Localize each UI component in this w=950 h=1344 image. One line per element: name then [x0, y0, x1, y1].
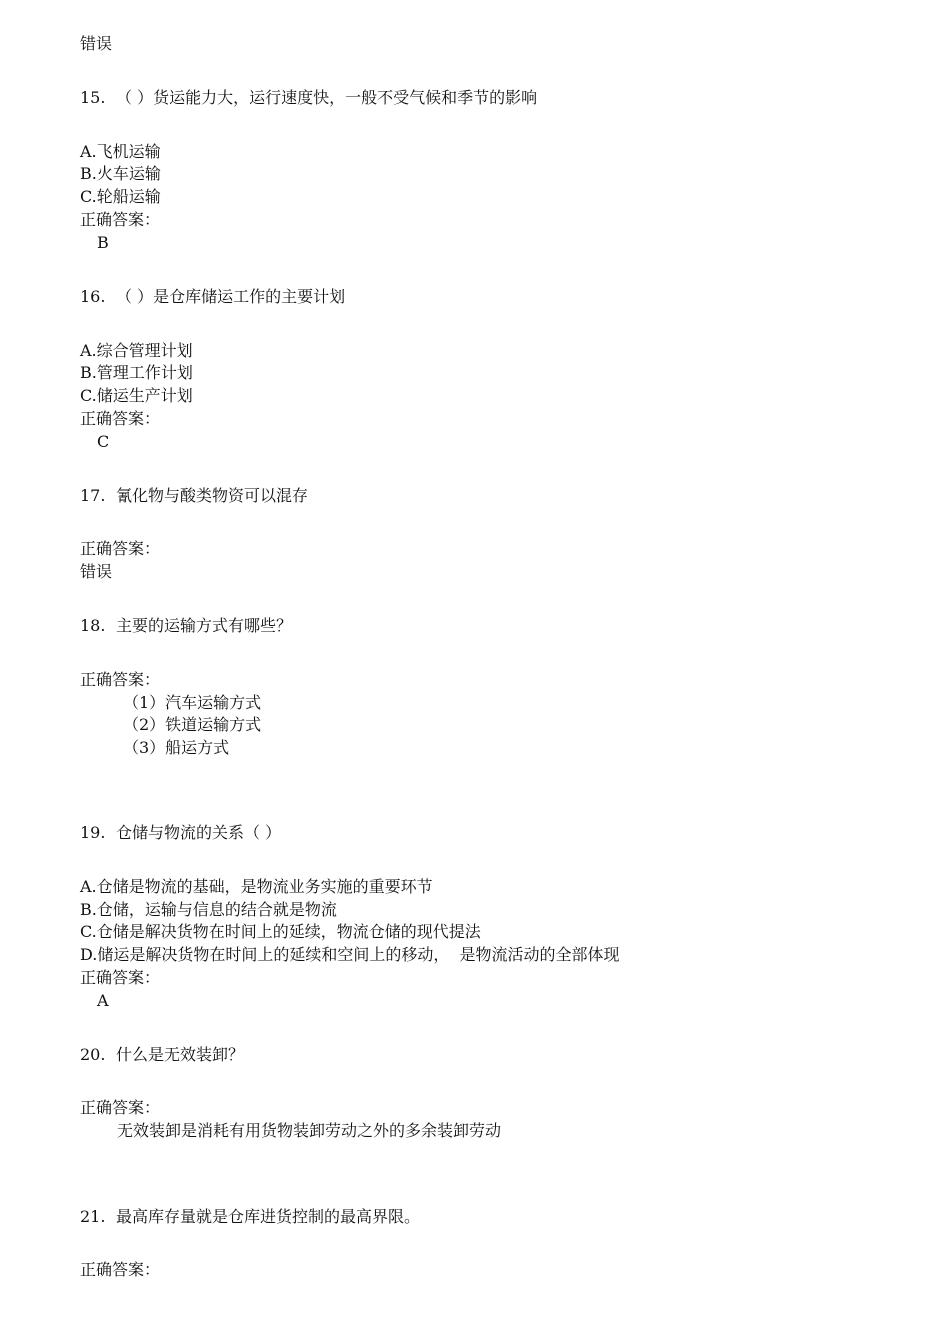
- answer-label: 正确答案：: [80, 968, 161, 987]
- question-stem: （ ）是仓库储运工作的主要计划: [116, 287, 346, 306]
- answer-label: 正确答案：: [80, 670, 161, 689]
- answer-line-2: （2）铁道运输方式: [123, 715, 262, 734]
- answer-label: 正确答案：: [80, 1098, 161, 1117]
- option-a: A.飞机运输: [80, 142, 161, 161]
- question-stem: 氰化物与酸类物资可以混存: [116, 486, 309, 505]
- question-number: 20.: [80, 1045, 106, 1064]
- option-c: C.储运生产计划: [80, 386, 193, 405]
- option-d: D.储运是解决货物在时间上的延续和空间上的移动， 是物流活动的全部体现: [80, 945, 620, 964]
- previous-answer: 错误: [80, 34, 113, 53]
- answer-value: A: [97, 991, 109, 1010]
- answer-value: C: [97, 432, 110, 451]
- question-stem: 最高库存量就是仓库进货控制的最高界限。: [116, 1207, 421, 1226]
- question-number: 16.: [80, 287, 106, 306]
- option-c: C.轮船运输: [80, 187, 161, 206]
- question-stem: 仓储与物流的关系（ ）: [116, 823, 282, 842]
- question-number: 15.: [80, 88, 106, 107]
- answer-label: 正确答案：: [80, 1260, 161, 1279]
- answer-value: B: [97, 233, 109, 252]
- answer-line-3: （3）船运方式: [123, 738, 230, 757]
- question-stem: （ ）货运能力大，运行速度快，一般不受气候和季节的影响: [116, 88, 538, 107]
- option-c: C.仓储是解决货物在时间上的延续，物流仓储的现代提法: [80, 922, 481, 941]
- question-stem: 什么是无效装卸？: [116, 1045, 245, 1064]
- option-a: A.综合管理计划: [80, 341, 193, 360]
- answer-label: 正确答案：: [80, 210, 161, 229]
- question-number: 18.: [80, 616, 106, 635]
- question-number: 17.: [80, 486, 106, 505]
- option-b: B.仓储，运输与信息的结合就是物流: [80, 900, 337, 919]
- option-b: B.管理工作计划: [80, 363, 193, 382]
- answer-value: 无效装卸是消耗有用货物装卸劳动之外的多余装卸劳动: [117, 1121, 502, 1140]
- question-number: 21.: [80, 1207, 106, 1226]
- option-b: B.火车运输: [80, 164, 161, 183]
- option-a: A.仓储是物流的基础，是物流业务实施的重要环节: [80, 877, 433, 896]
- answer-label: 正确答案：: [80, 409, 161, 428]
- answer-label: 正确答案：: [80, 539, 161, 558]
- question-stem: 主要的运输方式有哪些？: [116, 616, 293, 635]
- question-number: 19.: [80, 823, 106, 842]
- answer-value: 错误: [80, 562, 113, 581]
- answer-line-1: （1）汽车运输方式: [123, 693, 262, 712]
